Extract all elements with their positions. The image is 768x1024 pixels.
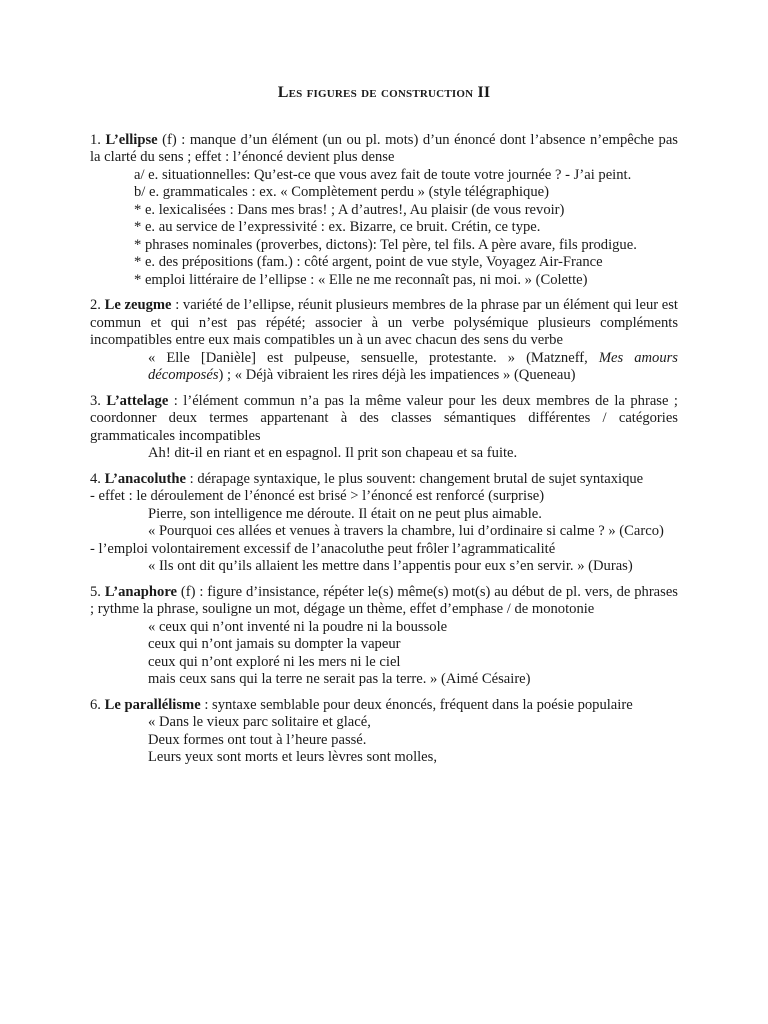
example-quote: [90, 350, 678, 385]
section-definition: : variété de l’ellipse, réunit plusieurs membres de la phrase par un élément qui leur est commun et qui n’est pas répété; associer à un verbe polysémique plusieurs compléments incompatibles entre eux mais compatibles un à un avec chacun des sens du verbe: [90, 297, 678, 348]
document-page: [90, 84, 678, 775]
section-definition: : l’élément commun n’a pas la même valeur pour les deux membres de la phrase ; coordonner deux termes appartenant à des classes sémantiques différentes / catégories grammaticales incompatibles: [90, 392, 678, 444]
section-term: Le zeugme: [104, 297, 172, 313]
section-intro: [90, 584, 678, 619]
section-anacoluthe: [90, 471, 678, 576]
section-number: 4.: [90, 470, 101, 487]
example-line: * e. lexicalisées : Dans mes bras! ; A d’autres!, Au plaisir (de vous revoir): [134, 201, 565, 218]
section-term: Le parallélisme: [104, 696, 201, 713]
section-number: 6.: [90, 696, 101, 713]
section-term: L’anacoluthe: [104, 470, 186, 487]
example-line: Ah! dit-il en riant et en espagnol. Il prit son chapeau et sa fuite.: [148, 445, 518, 461]
verse-line: « ceux qui n’ont inventé ni la poudre ni la boussole: [148, 618, 448, 635]
section-anaphore: [90, 584, 678, 689]
title-numeral: II: [477, 84, 491, 101]
section-term: L’anaphore: [104, 583, 178, 600]
section-definition: : syntaxe semblable pour deux énoncés, fréquent dans la poésie populaire: [204, 696, 633, 713]
section-intro: [90, 471, 678, 489]
section-parallelisme: [90, 697, 678, 767]
verse-line: ceux qui n’ont exploré ni les mers ni le ciel: [148, 653, 401, 670]
example-line: * emploi littéraire de l’ellipse : « Elle ne me reconnaît pas, ni moi. » (Colette): [134, 271, 588, 288]
verse-line: ceux qui n’ont jamais su dompter la vapeur: [148, 636, 401, 652]
section-number: 1.: [90, 131, 101, 148]
section-number: 2.: [90, 297, 101, 313]
section-intro: [90, 132, 678, 167]
example-line: * phrases nominales (proverbes, dictons): Tel père, tel fils. A père avare, fils prodigue.: [134, 236, 637, 253]
example-line: a/ e. situationnelles: Qu’est-ce que vous avez fait de toute votre journée ? - J’ai peint.: [134, 166, 632, 183]
example-line: * e. des prépositions (fam.) : côté argent, point de vue style, Voyagez Air-France: [134, 254, 603, 270]
example-line: « Pourquoi ces allées et venues à travers la chambre, lui d’ordinaire si calme ? » (Carco): [148, 523, 664, 539]
section-definition: : dérapage syntaxique, le plus souvent: changement brutal de sujet syntaxique: [189, 470, 644, 487]
example-line: b/ e. grammaticales : ex. « Complètement perdu » (style télégraphique): [134, 184, 549, 200]
verse-line: Leurs yeux sont morts et leurs lèvres sont molles,: [148, 749, 437, 765]
example-line: * e. au service de l’expressivité : ex. Bizarre, ce bruit. Crétin, ce type.: [134, 219, 541, 235]
quote-text: ) ; « Déjà vibraient les rires déjà les impatiences » (Queneau): [218, 367, 576, 383]
verse-line: Deux formes ont tout à l’heure passé.: [148, 731, 367, 748]
usage-line: - l’emploi volontairement excessif de l’anacoluthe peut frôler l’agrammaticalité: [90, 540, 556, 557]
section-number: 3.: [90, 392, 101, 409]
example-line: Pierre, son intelligence me déroute. Il était on ne peut plus aimable.: [148, 505, 542, 522]
section-attelage: [90, 393, 678, 463]
section-ellipse: [90, 132, 678, 290]
section-definition: (f) : figure d’insistance, répéter le(s) même(s) mot(s) au début de pl. vers, de phrases ; rythme la phrase, souligne un mot, dégage un thème, effet d’emphase / de monotonie: [90, 583, 678, 617]
verse-line: « Dans le vieux parc solitaire et glacé,: [148, 714, 371, 730]
section-intro: [90, 393, 678, 446]
section-number: 5.: [90, 583, 101, 600]
title-main: es figures de construction: [288, 84, 474, 101]
example-line: « Ils ont dit qu’ils allaient les mettre dans l’appentis pour eux s’en servir. » (Duras): [148, 558, 633, 574]
section-term: L’ellipse: [105, 131, 158, 148]
effect-line: - effet : le déroulement de l’énoncé est brisé > l’énoncé est renforcé (surprise): [90, 488, 545, 504]
quote-text: « Elle [Danièle] est pulpeuse, sensuelle, protestante. » (Matzneff,: [148, 349, 599, 366]
section-intro: [90, 297, 678, 350]
verse-line: mais ceux sans qui la terre ne serait pas la terre. » (Aimé Césaire): [148, 671, 531, 687]
title-initial: L: [277, 84, 289, 101]
quote-work-title: Mes amours décomposés: [148, 349, 678, 383]
page-title: [90, 84, 678, 102]
section-definition: (f) : manque d’un élément (un ou pl. mots) d’un énoncé dont l’absence n’empêche pas la clarté du sens ; effet : l’énoncé devient plus dense: [90, 131, 678, 165]
section-zeugme: [90, 297, 678, 385]
section-intro: [90, 697, 678, 715]
section-term: L’attelage: [106, 392, 169, 409]
